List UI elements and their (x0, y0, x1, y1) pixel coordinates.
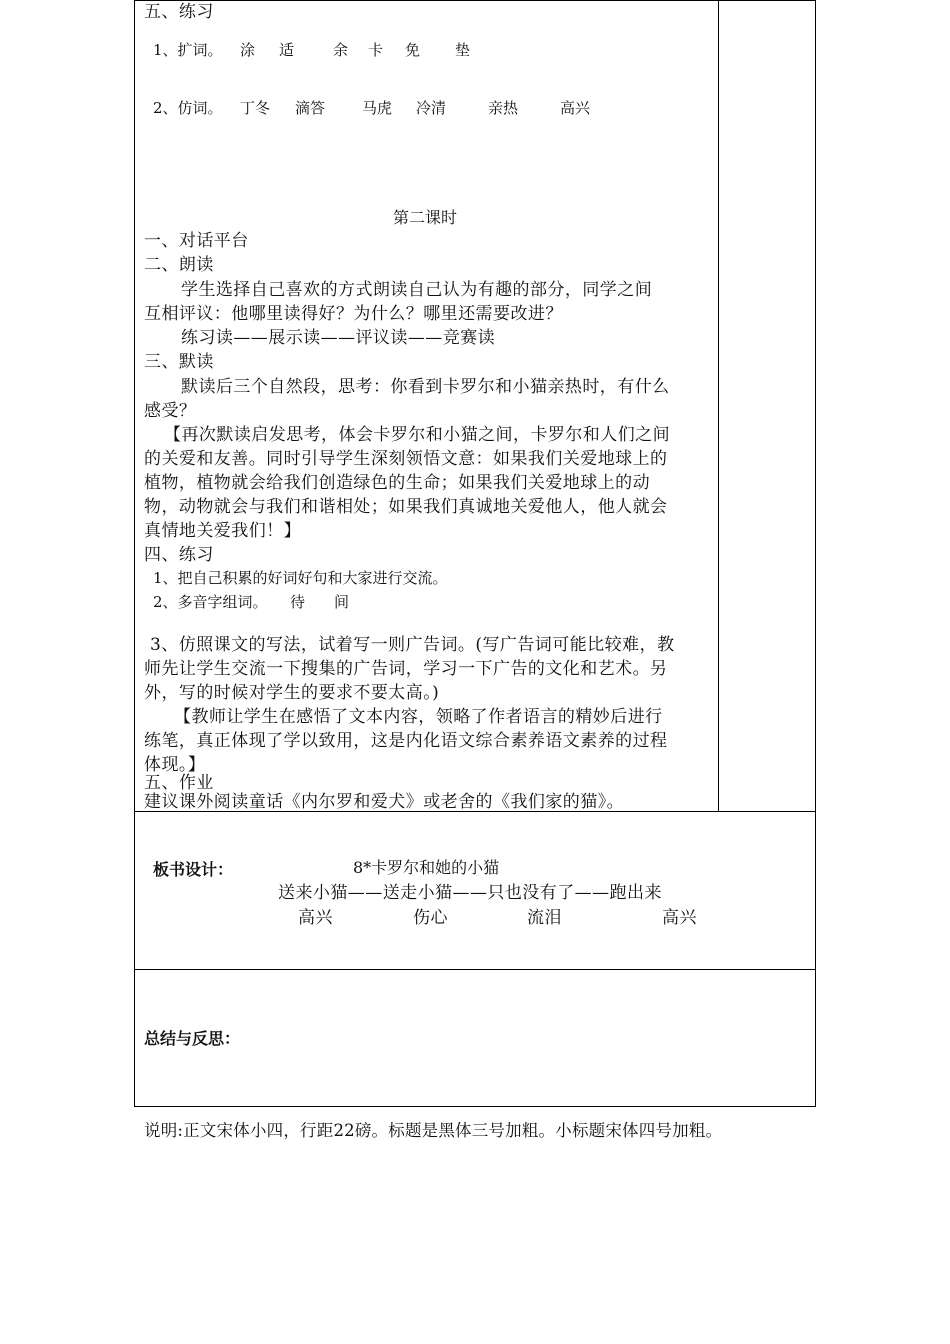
note-line: 【教师让学生在感悟了文本内容，领略了作者语言的精妙后进行 (174, 707, 663, 727)
exercise-line: 1、把自己积累的好词好句和大家进行交流。 (153, 569, 448, 587)
expand-word: 垫 (455, 41, 471, 59)
expand-word: 涂 (240, 41, 256, 59)
exercise-line: 2、多音字组词。 (153, 593, 268, 611)
heading-read-aloud: 二、朗读 (144, 255, 214, 275)
summary-label: 总结与反思： (144, 1029, 241, 1048)
table-left-border (134, 0, 135, 1107)
exercise-line: 3、仿照课文的写法，试着写一则广告词。(写广告词可能比较难，教 (150, 635, 675, 655)
row-divider-summary (134, 969, 816, 970)
expand-words-label: 1、扩词。 (153, 41, 223, 59)
homework-text: 建议课外阅读童话《内尔罗和爱犬》或老舍的《我们家的猫》。 (144, 792, 625, 812)
imitate-word: 滴答 (295, 99, 326, 117)
board-emotion: 高兴 (298, 908, 333, 928)
table-right-border (815, 0, 816, 1107)
footer-note: 说明:正文宋体小四，行距22磅。标题是黑体三号加粗。小标题宋体四号加粗。 (144, 1121, 723, 1140)
note-line: 练笔，真正体现了学以致用，这是内化语文综合素养语文素养的过程 (144, 731, 668, 751)
board-emotion: 伤心 (413, 908, 448, 928)
board-emotion: 流泪 (527, 908, 562, 928)
imitate-word: 高兴 (560, 99, 591, 117)
column-divider (718, 0, 719, 812)
table-bottom-border (134, 1106, 816, 1107)
imitate-words-label: 2、仿词。 (153, 99, 223, 117)
paragraph-line: 感受？ (144, 401, 197, 421)
paragraph-line: 练习读——展示读——评议读——竞赛读 (181, 328, 496, 348)
note-line: 体现。】 (144, 755, 206, 775)
board-title: 8*卡罗尔和她的小猫 (353, 858, 500, 877)
heading-homework: 五、作业 (144, 773, 214, 793)
exercise-line: 外，写的时候对学生的要求不要太高。) (144, 683, 440, 703)
heading-dialogue: 一、对话平台 (144, 231, 249, 251)
imitate-word: 丁冬 (240, 99, 271, 117)
note-line: 植物，植物就会给我们创造绿色的生命；如果我们关爱地球上的动 (144, 473, 651, 493)
section-heading-exercises: 五、练习 (144, 2, 214, 22)
table-top-border (134, 0, 816, 1)
imitate-word: 马虎 (362, 99, 393, 117)
paragraph-line: 互相评议：他哪里读得好？为什么？哪里还需要改进？ (144, 304, 563, 324)
note-line: 真情地关爱我们！】 (144, 521, 302, 541)
imitate-word: 冷清 (416, 99, 447, 117)
expand-word: 适 (279, 41, 295, 59)
polyphone-char: 待 (290, 593, 306, 611)
board-design-label: 板书设计： (153, 860, 234, 879)
note-line: 的关爱和友善。同时引导学生深刻领悟文意：如果我们关爱地球上的 (144, 449, 668, 469)
lesson-title: 第二课时 (393, 208, 458, 227)
imitate-word: 亲热 (488, 99, 519, 117)
paragraph-line: 默读后三个自然段，思考：你看到卡罗尔和小猫亲热时，有什么 (181, 377, 670, 397)
expand-word: 余 (333, 41, 349, 59)
board-flow: 送来小猫——送走小猫——只也没有了——跑出来 (278, 883, 662, 903)
heading-practice: 四、练习 (144, 545, 214, 565)
board-emotion: 高兴 (662, 908, 697, 928)
expand-word: 卡 (368, 41, 384, 59)
paragraph-line: 学生选择自己喜欢的方式朗读自己认为有趣的部分，同学之间 (181, 280, 653, 300)
heading-silent-read: 三、默读 (144, 352, 214, 372)
polyphone-char: 间 (334, 593, 350, 611)
note-line: 物，动物就会与我们和谐相处；如果我们真诚地关爱他人，他人就会 (144, 497, 668, 517)
expand-word: 免 (405, 41, 421, 59)
exercise-line: 师先让学生交流一下搜集的广告词，学习一下广告的文化和艺术。另 (144, 659, 668, 679)
note-line: 【再次默读启发思考，体会卡罗尔和小猫之间，卡罗尔和人们之间 (164, 425, 671, 445)
